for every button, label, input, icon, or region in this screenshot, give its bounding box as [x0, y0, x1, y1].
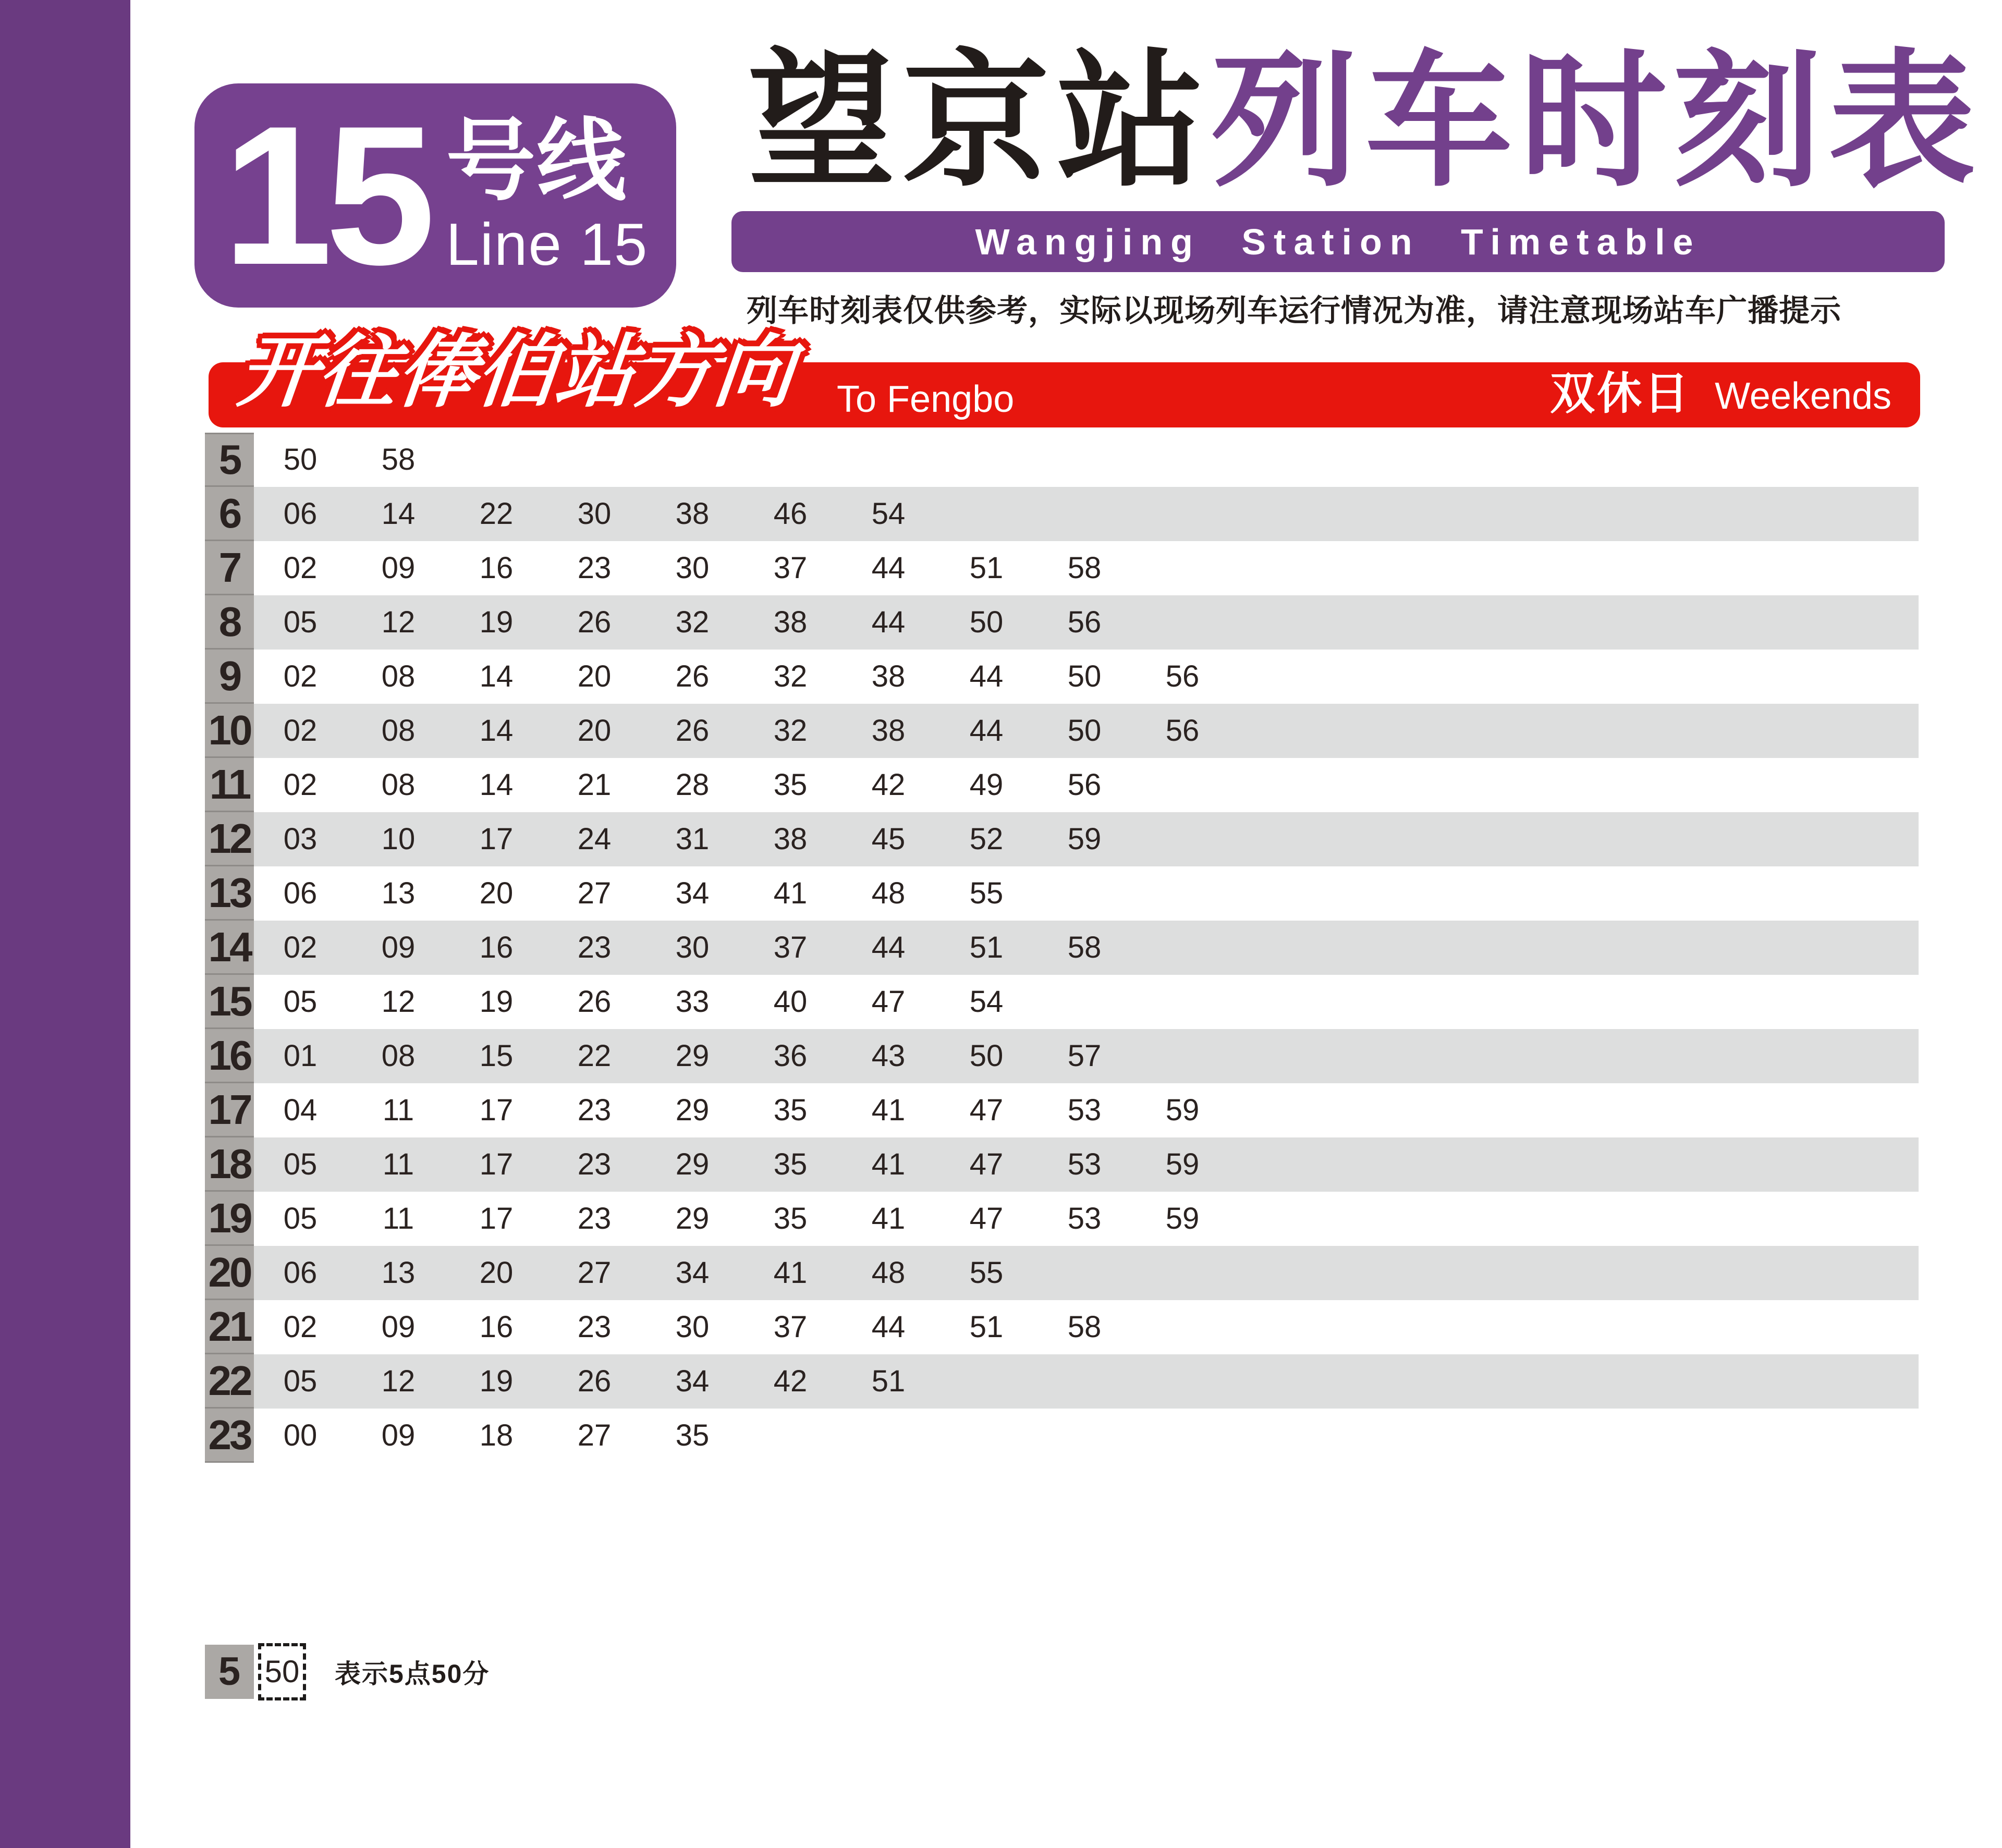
- hour-label: 7: [205, 541, 254, 595]
- minute-value: 54: [969, 985, 1004, 1019]
- minute-value: 08: [381, 714, 416, 748]
- minute-value: 41: [871, 1202, 906, 1235]
- page-title: [748, 39, 1994, 203]
- hour-label: 13: [205, 866, 254, 921]
- minute-value: 12: [381, 605, 416, 639]
- minute-value: 44: [871, 551, 906, 585]
- timetable-row-hour-10: [205, 704, 1919, 758]
- minute-value: 50: [283, 443, 318, 476]
- timetable-row-hour-22: [205, 1354, 1919, 1409]
- minute-value: 04: [283, 1093, 318, 1127]
- minute-value: 20: [577, 714, 612, 748]
- minute-value: 26: [675, 714, 710, 748]
- minute-value: 58: [1067, 551, 1102, 585]
- minute-value: 26: [675, 659, 710, 693]
- minute-value: 17: [479, 1147, 514, 1181]
- minute-value: 47: [969, 1147, 1004, 1181]
- minute-value: 50: [969, 1039, 1004, 1073]
- hour-label: 11: [205, 758, 254, 812]
- hour-label: 6: [205, 487, 254, 541]
- timetable-row-hour-17: [205, 1083, 1919, 1137]
- direction-en: To Fengbo: [837, 378, 1015, 420]
- minute-value: 23: [577, 1147, 612, 1181]
- minute-value: 09: [381, 931, 416, 964]
- minute-value: 22: [479, 497, 514, 531]
- minute-value: 02: [283, 551, 318, 585]
- minute-value: 46: [773, 497, 808, 531]
- minute-value: 51: [969, 551, 1004, 585]
- minute-value: 14: [479, 714, 514, 748]
- minute-value: 48: [871, 876, 906, 910]
- minute-value: 16: [479, 551, 514, 585]
- timetable-row-hour-15: [205, 975, 1919, 1029]
- minute-value: 27: [577, 1418, 612, 1452]
- minute-value: 29: [675, 1093, 710, 1127]
- minute-value: 01: [283, 1039, 318, 1073]
- minute-value: 30: [675, 551, 710, 585]
- service-day-zh: 双休日: [1550, 369, 1691, 419]
- minute-value: 11: [382, 1093, 414, 1127]
- minute-value: 34: [675, 1256, 710, 1290]
- minute-value: 11: [382, 1202, 414, 1235]
- minute-value: 10: [381, 822, 416, 856]
- minute-value: 21: [577, 768, 612, 802]
- minute-value: 47: [969, 1093, 1004, 1127]
- minute-value: 41: [871, 1093, 906, 1127]
- minute-value: 59: [1067, 822, 1102, 856]
- minute-value: 58: [1067, 1310, 1102, 1344]
- minute-value: 06: [283, 497, 318, 531]
- minute-value: 26: [577, 1364, 612, 1398]
- direction-header-bar: [209, 328, 1920, 427]
- minute-value: 50: [1067, 659, 1102, 693]
- timetable-row-hour-14: [205, 921, 1919, 975]
- minute-value: 58: [1067, 931, 1102, 964]
- title-suffix-zh: 列车时刻表: [1211, 39, 1983, 203]
- minute-value: 41: [773, 1256, 808, 1290]
- minute-value: 05: [283, 1364, 318, 1398]
- minute-value: 24: [577, 822, 612, 856]
- minute-value: 28: [675, 768, 710, 802]
- minute-value: 56: [1067, 605, 1102, 639]
- minute-value: 08: [381, 659, 416, 693]
- minute-value: 33: [675, 985, 710, 1019]
- timetable: [205, 433, 1919, 1463]
- minute-value: 02: [283, 659, 318, 693]
- timetable-row-hour-13: [205, 866, 1919, 921]
- minute-value: 54: [871, 497, 906, 531]
- minute-value: 44: [969, 659, 1004, 693]
- line-number: 15: [222, 84, 429, 307]
- minute-value: 34: [675, 876, 710, 910]
- minute-value: 08: [381, 1039, 416, 1073]
- minute-value: 42: [773, 1364, 808, 1398]
- minute-value: 13: [381, 876, 416, 910]
- minute-value: 17: [479, 1093, 514, 1127]
- minute-value: 56: [1165, 659, 1200, 693]
- hour-label: 21: [205, 1300, 254, 1354]
- minute-value: 05: [283, 985, 318, 1019]
- timetable-row-hour-6: [205, 487, 1919, 541]
- hour-label: 20: [205, 1246, 254, 1300]
- hour-label: 5: [205, 433, 254, 487]
- service-day-en: Weekends: [1715, 375, 1891, 417]
- minute-value: 38: [871, 714, 906, 748]
- minute-value: 18: [479, 1418, 514, 1452]
- minute-value: 11: [382, 1147, 414, 1181]
- minute-value: 23: [577, 931, 612, 964]
- minute-value: 20: [577, 659, 612, 693]
- minute-value: 15: [479, 1039, 514, 1073]
- legend-minute-box: 50: [258, 1643, 306, 1700]
- minute-value: 02: [283, 931, 318, 964]
- minute-value: 51: [969, 931, 1004, 964]
- minute-value: 35: [773, 1093, 808, 1127]
- minute-value: 19: [479, 605, 514, 639]
- minute-value: 29: [675, 1039, 710, 1073]
- legend-hour-box: 5: [205, 1645, 254, 1699]
- minute-value: 06: [283, 1256, 318, 1290]
- minute-value: 27: [577, 1256, 612, 1290]
- minute-value: 23: [577, 551, 612, 585]
- minute-value: 13: [381, 1256, 416, 1290]
- minute-value: 30: [577, 497, 612, 531]
- timetable-row-hour-8: [205, 595, 1919, 650]
- minute-value: 32: [675, 605, 710, 639]
- minute-value: 29: [675, 1147, 710, 1181]
- line-color-side-bar: [0, 0, 130, 1848]
- minute-value: 37: [773, 551, 808, 585]
- hour-label: 23: [205, 1409, 254, 1463]
- minute-value: 03: [283, 822, 318, 856]
- minute-value: 53: [1067, 1202, 1102, 1235]
- hour-label: 17: [205, 1083, 254, 1137]
- minute-value: 55: [969, 1256, 1004, 1290]
- minute-value: 23: [577, 1202, 612, 1235]
- minute-value: 16: [479, 931, 514, 964]
- minute-value: 51: [871, 1364, 906, 1398]
- hour-label: 16: [205, 1029, 254, 1083]
- minute-value: 38: [675, 497, 710, 531]
- minute-value: 14: [381, 497, 416, 531]
- minute-value: 30: [675, 931, 710, 964]
- minute-value: 50: [1067, 714, 1102, 748]
- minute-value: 57: [1067, 1039, 1102, 1073]
- minute-value: 27: [577, 876, 612, 910]
- minute-value: 59: [1165, 1093, 1200, 1127]
- minute-value: 32: [773, 714, 808, 748]
- minute-value: 08: [381, 768, 416, 802]
- line-name-en: Line 15: [446, 212, 649, 278]
- minute-value: 55: [969, 876, 1004, 910]
- minute-value: 58: [381, 443, 416, 476]
- minute-value: 56: [1067, 768, 1102, 802]
- minute-value: 02: [283, 1310, 318, 1344]
- minute-value: 22: [577, 1039, 612, 1073]
- minute-value: 38: [773, 605, 808, 639]
- line-15-badge: [194, 83, 676, 308]
- minute-value: 02: [283, 768, 318, 802]
- minute-value: 02: [283, 714, 318, 748]
- minute-value: 17: [479, 1202, 514, 1235]
- minute-value: 20: [479, 876, 514, 910]
- timetable-row-hour-23: [205, 1409, 1919, 1463]
- minute-value: 36: [773, 1039, 808, 1073]
- timetable-row-hour-21: [205, 1300, 1919, 1354]
- minute-value: 41: [871, 1147, 906, 1181]
- line-name-block: [446, 111, 649, 278]
- timetable-row-hour-18: [205, 1137, 1919, 1192]
- minute-value: 14: [479, 768, 514, 802]
- notice-text: 列车时刻表仅供参考，实际以现场列车运行情况为准，请注意现场站车广播提示: [747, 293, 1842, 328]
- minute-value: 34: [675, 1364, 710, 1398]
- timetable-row-hour-7: [205, 541, 1919, 595]
- timetable-row-hour-19: [205, 1192, 1919, 1246]
- minute-value: 44: [871, 605, 906, 639]
- minute-value: 48: [871, 1256, 906, 1290]
- minute-value: 09: [381, 551, 416, 585]
- minute-value: 50: [969, 605, 1004, 639]
- minute-value: 26: [577, 605, 612, 639]
- direction-zh: 开往俸伯站方向: [234, 328, 798, 417]
- minute-value: 38: [871, 659, 906, 693]
- minute-value: 26: [577, 985, 612, 1019]
- minute-value: 37: [773, 1310, 808, 1344]
- timetable-row-hour-16: [205, 1029, 1919, 1083]
- minute-value: 47: [871, 985, 906, 1019]
- minute-value: 05: [283, 605, 318, 639]
- minute-value: 38: [773, 822, 808, 856]
- minute-value: 06: [283, 876, 318, 910]
- hour-label: 15: [205, 975, 254, 1029]
- timetable-row-hour-5: [205, 433, 1919, 487]
- minute-value: 35: [773, 1147, 808, 1181]
- minute-value: 59: [1165, 1147, 1200, 1181]
- minute-value: 32: [773, 659, 808, 693]
- hour-label: 8: [205, 595, 254, 650]
- minute-value: 17: [479, 822, 514, 856]
- hour-label: 22: [205, 1354, 254, 1409]
- legend-text: 表示5点50分: [335, 1659, 490, 1688]
- minute-value: 35: [773, 768, 808, 802]
- minute-value: 23: [577, 1310, 612, 1344]
- minute-value: 42: [871, 768, 906, 802]
- minute-value: 59: [1165, 1202, 1200, 1235]
- minute-value: 52: [969, 822, 1004, 856]
- hour-label: 14: [205, 921, 254, 975]
- minute-value: 56: [1165, 714, 1200, 748]
- minute-value: 12: [381, 985, 416, 1019]
- minute-value: 47: [969, 1202, 1004, 1235]
- minute-value: 19: [479, 1364, 514, 1398]
- minute-value: 37: [773, 931, 808, 964]
- minute-value: 12: [381, 1364, 416, 1398]
- minute-value: 00: [283, 1418, 318, 1452]
- hour-label: 12: [205, 812, 254, 866]
- timetable-row-hour-20: [205, 1246, 1919, 1300]
- hour-label: 9: [205, 650, 254, 704]
- hour-label: 10: [205, 704, 254, 758]
- subtitle-banner: Wangjing Station Timetable: [731, 211, 1945, 272]
- minute-value: 44: [871, 1310, 906, 1344]
- station-name-zh: 望京站: [748, 39, 1211, 203]
- minute-value: 09: [381, 1418, 416, 1452]
- minute-value: 53: [1067, 1147, 1102, 1181]
- minute-value: 53: [1067, 1093, 1102, 1127]
- minute-value: 45: [871, 822, 906, 856]
- minute-value: 35: [773, 1202, 808, 1235]
- minute-value: 35: [675, 1418, 710, 1452]
- minute-value: 20: [479, 1256, 514, 1290]
- timetable-row-hour-12: [205, 812, 1919, 866]
- minute-value: 43: [871, 1039, 906, 1073]
- minute-value: 29: [675, 1202, 710, 1235]
- line-name-zh: 号线: [446, 111, 628, 211]
- minute-value: 19: [479, 985, 514, 1019]
- minute-value: 41: [773, 876, 808, 910]
- minute-value: 14: [479, 659, 514, 693]
- minute-value: 31: [675, 822, 710, 856]
- minute-value: 44: [969, 714, 1004, 748]
- hour-label: 19: [205, 1192, 254, 1246]
- timetable-row-hour-9: [205, 650, 1919, 704]
- minute-value: 40: [773, 985, 808, 1019]
- minute-value: 44: [871, 931, 906, 964]
- minute-value: 05: [283, 1147, 318, 1181]
- hour-label: 18: [205, 1137, 254, 1192]
- service-day-block: [1550, 369, 1891, 419]
- minute-value: 09: [381, 1310, 416, 1344]
- minute-value: 49: [969, 768, 1004, 802]
- minute-value: 16: [479, 1310, 514, 1344]
- minute-value: 05: [283, 1202, 318, 1235]
- minute-value: 51: [969, 1310, 1004, 1344]
- minute-value: 30: [675, 1310, 710, 1344]
- minute-value: 23: [577, 1093, 612, 1127]
- timetable-row-hour-11: [205, 758, 1919, 812]
